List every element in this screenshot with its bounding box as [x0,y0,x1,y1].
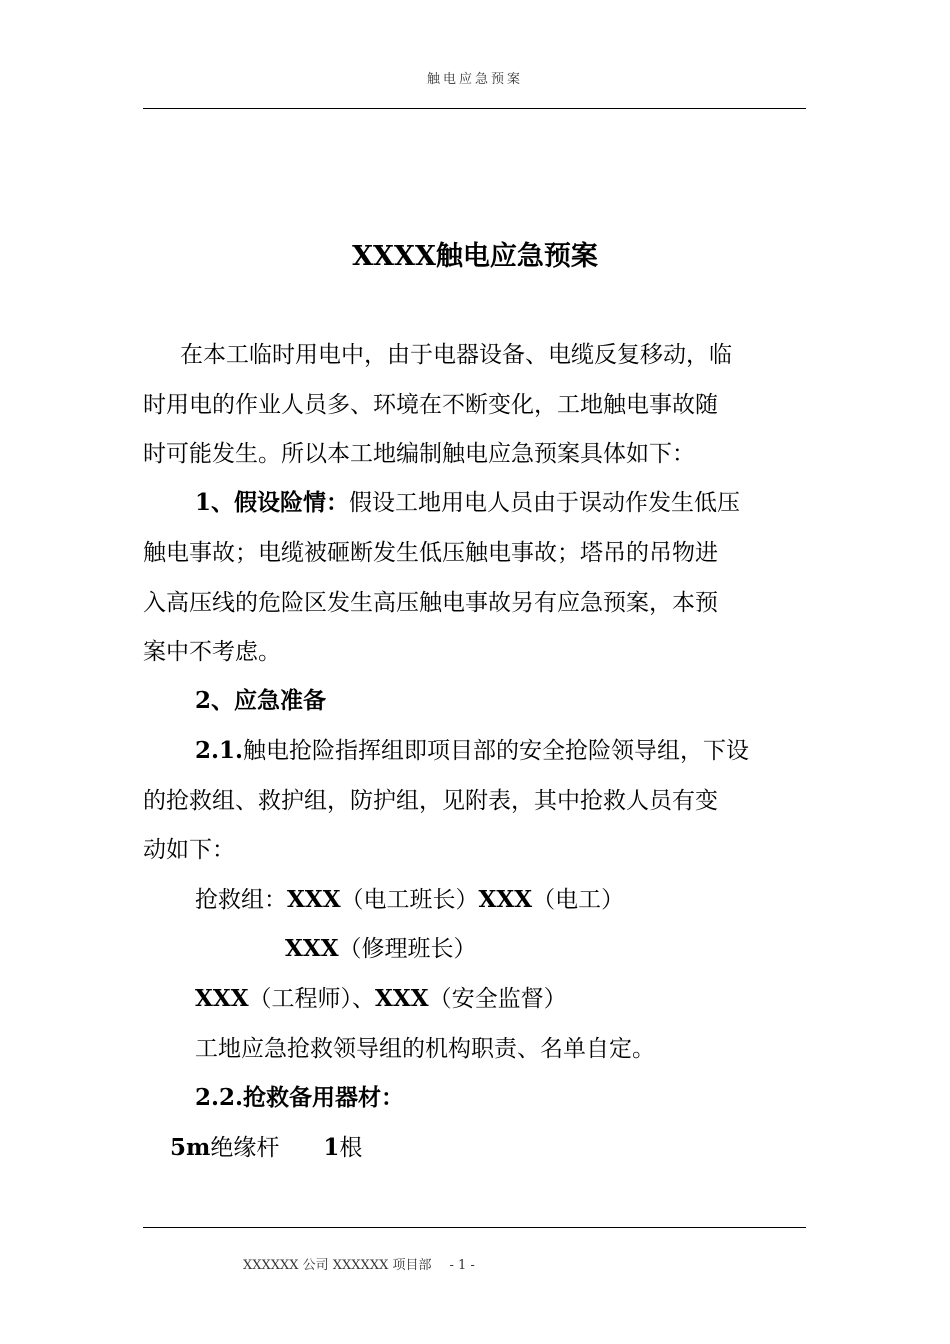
equipment-item-1 [170,1133,362,1163]
section-1-label: 1、假设险情： [195,489,350,516]
member-2-role: （电工） [532,887,625,913]
member-3-name: XXX [285,935,339,962]
section-1-line-4: 案中不考虑。 [143,639,281,665]
footer-org: XXXXXX 公司 XXXXXX 项目部 [243,1258,432,1273]
document-title: XXXX触电应急预案 [352,241,598,272]
member-5-role: （安全监督） [428,986,567,1012]
rescue-team-label: 抢救组： [195,887,287,913]
intro-line-1: 在本工临时用电中，由于电器设备、电缆反复移动，临 [180,342,732,368]
rescue-team-line-1 [195,885,624,915]
rescue-team-line-2 [285,934,477,964]
section-2-1-line-3: 动如下： [143,837,235,863]
duty-note: 工地应急抢救领导组的机构职责、名单自定。 [195,1036,655,1062]
equipment-1-qty-num: 1 [323,1134,340,1161]
equipment-1-size: 5m [170,1134,211,1161]
page-number: - 1 - [449,1258,475,1273]
member-4-name: XXX [195,985,249,1012]
equipment-1-name: 绝缘杆 [210,1135,280,1161]
footer-rule [143,1227,806,1228]
section-1-line-2: 触电事故；电缆被砸断发生低压触电事故；塔吊的吊物进 [143,540,718,566]
member-5-name: XXX [375,985,429,1012]
intro-line-3: 时可能发生。所以本工地编制触电应急预案具体如下： [143,441,695,467]
section-2-2-text: .抢救备用器材： [235,1084,405,1111]
section-2-1-line-2: 的抢救组、救护组，防护组，见附表，其中抢救人员有变 [143,788,718,814]
section-2-heading: 2、应急准备 [195,687,327,714]
section-1-line-1 [195,488,740,518]
member-3-role: （修理班长） [338,936,477,962]
member-2-name: XXX [478,886,533,913]
section-1-line-3: 入高压线的危险区发生高压触电事故另有应急预案，本预 [143,590,718,616]
section-2-2-label: 2.2 [195,1084,236,1111]
header-rule [143,108,806,109]
running-header: 触电应急预案 [426,72,523,87]
member-1-role: （电工班长） [340,887,479,913]
section-2-1-line-1 [195,736,749,766]
section-2-1-label: 2.1. [195,737,244,764]
member-4-role: （工程师）、 [248,986,376,1012]
equipment-1-qty-unit: 根 [339,1135,363,1161]
rescue-team-line-3 [195,984,567,1014]
section-2-1-line-1-text: 触电抢险指挥组即项目部的安全抢险领导组，下设 [243,738,750,764]
section-2-2-heading [195,1083,404,1113]
intro-line-2: 时用电的作业人员多、环境在不断变化，工地触电事故随 [143,392,718,418]
running-footer [243,1254,475,1273]
member-1-name: XXX [287,886,341,913]
section-1-line-1-text: 假设工地用电人员由于误动作发生低压 [349,490,741,516]
